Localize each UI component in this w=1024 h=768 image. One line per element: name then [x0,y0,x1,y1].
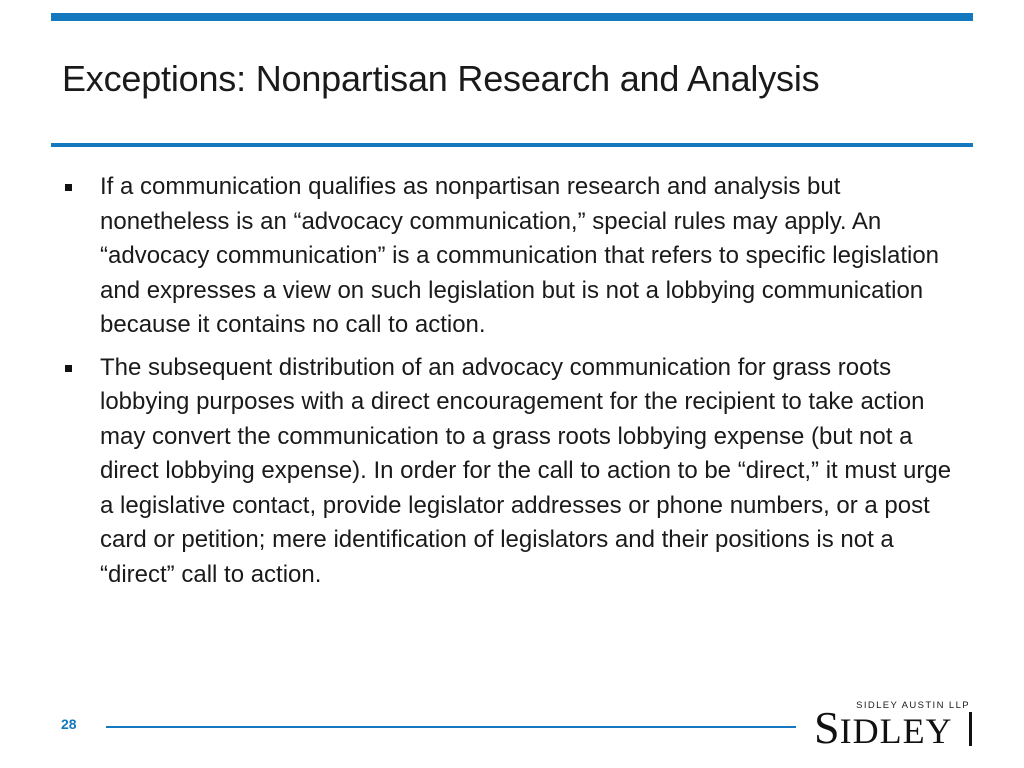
footer-rule [106,726,796,728]
logo-wordmark-rest: IDLEY [839,711,953,751]
bullet-text: The subsequent distribution of an advocacy communication for grass roots lobbying purposes with a direct encouragement for the recipient to take action may convert the communication to a grass roots lobbying expense (but not a direct lobbying expense). In order for the call to action to be “direct,” it must urge a legislative contact, provide legislator addresses or phone numbers, or a post card or petition; mere identification of legislators and their positions is not a “direct” call to action. [100,353,952,588]
bullet-item [62,170,967,343]
logo-firm-name: SIDLEY AUSTIN LLP [856,700,970,711]
bullet-text: If a communication qualifies as nonpartisan research and analysis but nonetheless is an “advocacy communication,” special rules may apply. An “advocacy communication” is a communication that refers to specific legislation and expresses a view on such legislation but is not a lobbying communication because it contains no call to action. [100,173,940,338]
logo-wordmark-initial: S [814,702,840,753]
page-number: 28 [61,716,77,732]
square-bullet-icon [65,365,72,372]
sidley-logo [806,700,974,753]
slide-title: Exceptions: Nonpartisan Research and Analysis [62,58,820,99]
top-accent-rule [51,13,973,21]
bullet-item [62,351,967,593]
title-divider-rule [51,143,973,147]
slide-body [62,170,967,600]
logo-bar [969,712,972,746]
square-bullet-icon [65,184,72,191]
